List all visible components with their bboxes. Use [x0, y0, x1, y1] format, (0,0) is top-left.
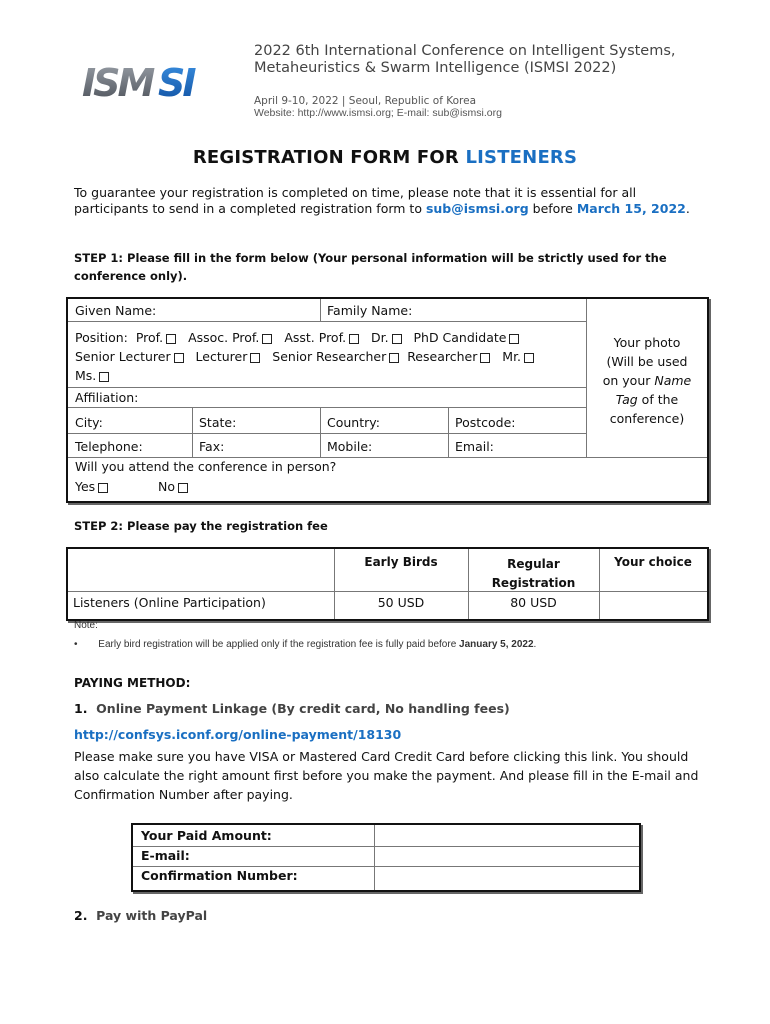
checkbox-icon[interactable] [99, 372, 109, 382]
option1-number: 1. [74, 701, 88, 716]
option2-label: Pay with PayPal [96, 908, 208, 923]
photo-placeholder [588, 333, 706, 428]
checkbox-icon[interactable] [178, 483, 188, 493]
payment-instructions: Please make sure you have VISA or Mastered Card Credit Card before clicking this link. You should also calculate the right amount first before you make the payment. And please fill in the E-mail and Confirmation Number after paying. [74, 749, 699, 802]
checkbox-icon[interactable] [392, 334, 402, 344]
form-title-prefix: REGISTRATION FORM FOR [192, 147, 466, 168]
paying-method-heading: PAYING METHOD: [74, 676, 191, 690]
country-field[interactable]: Country: [327, 415, 380, 430]
paid-amount-label: Your Paid Amount: [141, 828, 272, 843]
telephone-field[interactable]: Telephone: [75, 439, 143, 454]
registration-fee-table [66, 547, 709, 621]
online-payment-link[interactable]: http://confsys.iconf.org/online-payment/18130 [74, 727, 402, 742]
step2-heading: STEP 2: Please pay the registration fee [74, 519, 328, 533]
early-bird-fee: 50 USD [377, 595, 425, 610]
regular-fee: 80 USD [510, 595, 557, 610]
position-phd[interactable]: PhD Candidate [413, 330, 519, 345]
bullet: • [74, 639, 78, 650]
position-assoc-prof[interactable]: Assoc. Prof. [188, 330, 272, 345]
payment-confirmation-table [131, 823, 641, 892]
option2-heading [74, 908, 207, 923]
affiliation-field[interactable]: Affiliation: [75, 390, 139, 405]
position-asst-prof[interactable]: Asst. Prof. [284, 330, 359, 345]
col-regular: Regular Registration [491, 557, 576, 590]
personal-info-form [66, 297, 709, 503]
intro-paragraph [74, 185, 699, 216]
photo-text-5: conference) [609, 411, 685, 426]
attend-yes-option[interactable]: Yes [75, 479, 108, 494]
checkbox-icon[interactable] [98, 483, 108, 493]
confirmation-number-label: Confirmation Number: [141, 868, 298, 883]
checkbox-icon[interactable] [480, 353, 490, 363]
ismsi-logo [80, 60, 205, 102]
photo-text-3: on your [602, 373, 655, 388]
postcode-field[interactable]: Postcode: [455, 415, 516, 430]
photo-text-1: Your photo [613, 335, 681, 350]
mobile-field[interactable]: Mobile: [327, 439, 373, 454]
note-label: Note: [74, 620, 98, 631]
conference-website: Website: http://www.ismsi.org; E-mail: sub@ismsi.org [254, 107, 502, 119]
position-mr[interactable]: Mr. [502, 349, 534, 364]
intro-text-1: To guarantee your registration is completed on time, please note that it is essential for all participants to send in a completed registration form to [74, 185, 637, 216]
conference-date: April 9-10, 2022 | Seoul, Republic of Korea [254, 95, 477, 107]
form-title-highlight: LISTENERS [465, 147, 578, 168]
svg-text:SI: SI [158, 61, 194, 102]
svg-text:ISM: ISM [82, 61, 153, 102]
option2-number: 2. [74, 908, 88, 923]
email-input[interactable] [376, 847, 637, 865]
checkbox-icon[interactable] [524, 353, 534, 363]
checkbox-icon[interactable] [166, 334, 176, 344]
intro-text-2: before [528, 200, 577, 216]
note-bullet-item: • Early bird registration will be applied only if the registration fee is fully paid before January 5, 2022. [74, 639, 537, 650]
intro-deadline: March 15, 2022 [576, 200, 686, 216]
col-your-choice: Your choice [614, 555, 692, 569]
option1-label: Online Payment Linkage (By credit card, No handling fees) [96, 701, 510, 716]
position-lecturer[interactable]: Lecturer [196, 349, 261, 364]
option1-heading [74, 701, 510, 716]
city-field[interactable]: City: [75, 415, 103, 430]
note-text: Early bird registration will be applied only if the registration fee is fully paid before [98, 639, 460, 650]
position-options [75, 328, 583, 385]
your-choice-cell[interactable] [601, 593, 705, 617]
position-dr[interactable]: Dr. [371, 330, 402, 345]
confirmation-number-input[interactable] [376, 867, 637, 888]
form-title [0, 147, 770, 168]
intro-text-3: . [685, 200, 690, 216]
checkbox-icon[interactable] [250, 353, 260, 363]
state-field[interactable]: State: [199, 415, 237, 430]
checkbox-icon[interactable] [509, 334, 519, 344]
position-label: Position: [75, 330, 128, 345]
checkbox-icon[interactable] [349, 334, 359, 344]
col-early-birds: Early Birds [364, 555, 438, 569]
position-prof[interactable]: Prof. [136, 330, 176, 345]
photo-text-tag: Tag [615, 392, 638, 407]
conference-title: 2022 6th International Conference on Intelligent Systems, Metaheuristics & Swarm Intelligence (ISMSI 2022) [254, 43, 676, 76]
checkbox-icon[interactable] [174, 353, 184, 363]
row-listeners-label: Listeners (Online Participation) [73, 595, 266, 610]
checkbox-icon[interactable] [262, 334, 272, 344]
checkbox-icon[interactable] [389, 353, 399, 363]
email-field[interactable]: Email: [455, 439, 494, 454]
fax-field[interactable]: Fax: [199, 439, 225, 454]
paid-amount-input[interactable] [376, 826, 637, 845]
given-name-field[interactable]: Given Name: [75, 303, 157, 318]
attend-no-option[interactable]: No [158, 479, 188, 494]
photo-text-2: (Will be used [606, 354, 688, 369]
intro-email-link[interactable]: sub@ismsi.org [425, 200, 529, 216]
position-ms[interactable]: Ms. [75, 368, 109, 383]
step1-heading: STEP 1: Please fill in the form below (Your personal information will be strictly used for the conference only). [74, 251, 667, 283]
photo-text-4: of the [637, 392, 679, 407]
position-senior-researcher[interactable]: Senior Researcher [272, 349, 399, 364]
position-senior-lecturer[interactable]: Senior Lecturer [75, 349, 184, 364]
attend-question: Will you attend the conference in person? [75, 459, 337, 474]
position-researcher[interactable]: Researcher [407, 349, 490, 364]
photo-text-name: Name [654, 373, 692, 388]
note-date: January 5, 2022 [459, 639, 534, 650]
email-label: E-mail: [141, 848, 190, 863]
family-name-field[interactable]: Family Name: [327, 303, 413, 318]
